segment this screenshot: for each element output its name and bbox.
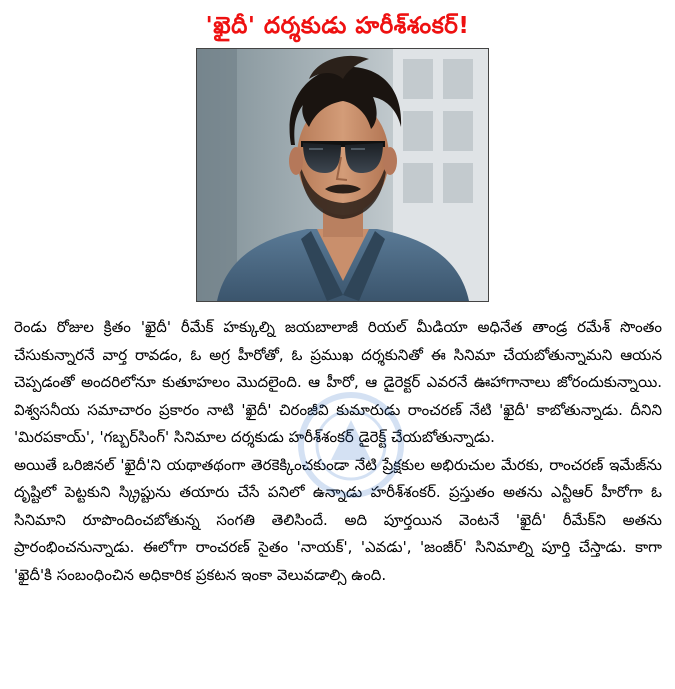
article-headline: 'ఖైదీ' దర్శకుడు హరీశ్‌శంకర్! [205,13,470,39]
article-paragraph: రెండు రోజుల క్రితం 'ఖైదీ' రీమేక్ హక్కుల్ని జయబాలాజీ రియల్ మీడియా అధినేత తాండ్ర రమేశ్ సొంతం చేసుకున్నారనే వార్త రావడం, ఓ అగ్ర హీరోతో, ఓ ప్రముఖ దర్శకునితో ఈ సినిమా చేయబోతున్నామని ఆయన చెప్పడంతో అందరిలోనూ కుతూహలం మొదలైంది. ఆ హీరో, ఆ డైరెక్టర్ ఎవరనే ఊహాగానాలు జోరందుకున్నాయి. విశ్వసనీయ సమాచారం ప్రకారం నాటి 'ఖైదీ' చిరంజీవి కుమారుడు రాంచరణ్ నేటి 'ఖైదీ' కాబోతున్నాడు. దీనిని 'మిరపకాయ్', 'గబ్బర్‌సింగ్' సినిమాల దర్శకుడు హరీశ్‌శంకర్ డైరెక్ట్ చేయబోతున్నాడు. [14,318,662,446]
portrait-photo [196,48,489,302]
article-body [14,314,662,589]
article-paragraph: అయితే ఒరిజినల్ 'ఖైదీ'ని యథాతథంగా తెరకెక్కించకుండా నేటి ప్రేక్షకుల అభిరుచుల మేరకు, రాంచరణ్ ఇమేజ్‌ను దృష్టిలో పెట్టకుని స్క్రిప్టును తయారు చేసే పనిలో ఉన్నాడు హరీశ్‌శంకర్. ప్రస్తుతం అతను ఎన్టీఆర్ హీరోగా ఓ సినిమాని రూపొందించబోతున్న సంగతి తెలిసిందే. అది పూర్తయిన వెంటనే 'ఖైదీ' రీమేక్‌ని అతను ప్రారంభించనున్నాడు. ఈలోగా రాంచరణ్ సైతం 'నాయక్', 'ఎవడు', 'జంజీర్' సినిమాల్ని పూర్తి చేస్తాడు. కాగా 'ఖైదీ'కి సంబంధించిన అధికారిక ప్రకటన ఇంకా వెలువడాల్సి ఉంది. [14,455,662,584]
